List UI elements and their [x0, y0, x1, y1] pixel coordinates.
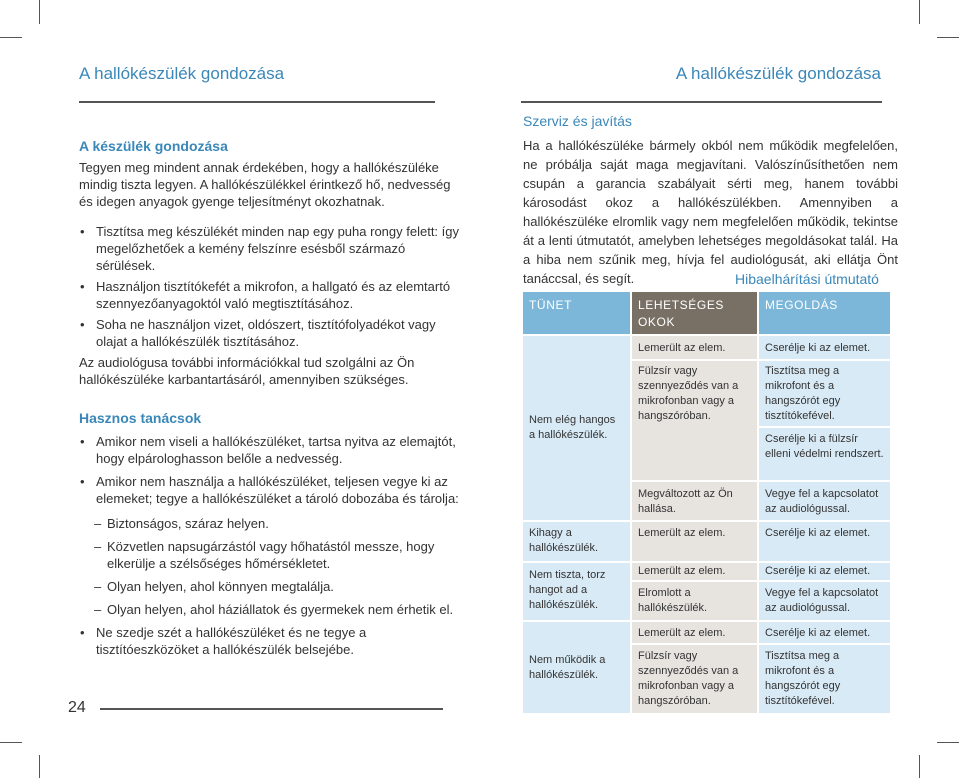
symptom-cell: Nem tiszta, torz hangot ad a hallókészülék. — [529, 569, 606, 611]
list-item-text: Használjon tisztítókefét a mikrofon, a hallgató és az elemtartó szennyezőanyagoktól való megtisztításához. — [96, 279, 451, 311]
bullet-icon: • — [80, 279, 85, 294]
table-header-symptom: TÜNET — [523, 292, 630, 334]
symptom-cell: Kihagy a hallókészülék. — [529, 527, 599, 554]
care-outro: Az audiológusa további információkkal tud szolgálni az Ön hallókészüléke karbantartásáról, amennyiben szükséges. — [79, 355, 415, 387]
list-item-text: Amikor nem használja a hallókészüléket, teljesen vegye ki az elemeket; tegye a hallókészüléket a tároló dobozába és tárolja: — [96, 474, 459, 506]
symptom-cell: Nem elég hangos a hallókészülék. — [529, 414, 616, 441]
row-divider — [759, 480, 890, 482]
solution-cell: Cserélje ki az elemet. — [765, 342, 871, 354]
service-paragraph: Ha a hallókészüléke bármely okból nem működik megfelelően, ne próbálja saját maga megjavítani. Valószínűsíthetően nem csupán a garancia szabályait sérti meg, hanem további károsodást okoz a hallókészülékben. Amennyiben a hallókészüléke elromlik vagy nem megfelelően működik, tekintse át a lenti útmutatót, amelyben lehetséges megoldásokat talál. Ha a hiba nem szűnik meg, hívja fel audiológusát, aki ellátja Önt tanáccsal, és segít. — [523, 138, 898, 286]
list-item-text: Soha ne használjon vizet, oldószert, tisztítófolyadékot vagy olajat a hallókészülék tisztításához. — [96, 317, 436, 349]
row-divider — [759, 561, 890, 563]
sublist-item-text: Közvetlen napsugárzástól vagy hőhatástól messze, hogy elkerülje a szélsőséges hőmérsékletet. — [107, 539, 435, 571]
row-divider — [523, 620, 630, 622]
list-item — [79, 624, 459, 658]
row-divider — [759, 426, 890, 428]
row-divider — [632, 359, 757, 361]
row-divider — [759, 580, 890, 582]
bullet-icon: • — [80, 317, 85, 332]
row-divider — [523, 520, 630, 522]
bullet-icon: • — [80, 474, 85, 489]
symptom-cell: Nem működik a hallókészülék. — [529, 654, 606, 681]
sublist-item-text: Biztonságos, száraz helyen. — [107, 516, 269, 531]
care-bullet-list — [79, 223, 459, 350]
sublist-item — [79, 578, 459, 595]
list-item — [79, 278, 459, 312]
solution-cell: Cserélje ki az elemet. — [765, 565, 871, 577]
tips-bullet-list — [79, 433, 459, 658]
header-rule — [521, 101, 882, 103]
left-page-title: A hallókészülék gondozása — [79, 64, 285, 83]
dash-icon: – — [94, 516, 102, 531]
tips-heading: Hasznos tanácsok — [79, 410, 202, 426]
row-divider — [632, 520, 757, 522]
row-divider — [523, 561, 630, 563]
list-item-text: Amikor nem viseli a hallókészüléket, tartsa nyitva az elemajtót, hogy elpárologhasson belőle a nedvesség. — [96, 434, 456, 466]
row-divider — [759, 520, 890, 522]
care-intro: Tegyen meg mindent annak érdekében, hogy a hallókészüléke mindig tiszta legyen. A hallókészülékkel érintkező hő, nedvesség és idegen anyagok gyenge teljesítményt okozhatnak. — [79, 160, 451, 209]
dash-icon: – — [94, 579, 102, 594]
service-heading: Szerviz és javítás — [523, 113, 632, 129]
solution-cell: Tisztítsa meg a mikrofont és a hangszórót egy tisztítókefével. — [765, 365, 841, 422]
table-header-cause: LEHETSÉGES OKOK — [632, 292, 757, 334]
dash-icon: – — [94, 539, 102, 554]
solution-cell: Tisztítsa meg a mikrofont és a hangszórót egy tisztítókefével. — [765, 650, 841, 707]
cause-cell: Elromlott a hallókészülék. — [638, 587, 708, 614]
row-divider — [759, 620, 890, 622]
cause-cell: Fülzsír vagy szennyeződés van a mikrofonban vagy a hangszóróban. — [638, 650, 739, 707]
crop-mark — [39, 0, 40, 24]
solution-cell: Cserélje ki az elemet. — [765, 527, 871, 539]
crop-mark — [919, 0, 920, 24]
page-number: 24 — [68, 699, 86, 716]
row-divider — [632, 620, 757, 622]
crop-mark — [937, 37, 959, 38]
sublist-item — [79, 538, 459, 572]
header-rule — [79, 101, 435, 103]
left-page-content — [79, 138, 459, 664]
list-item-text: Tisztítsa meg készülékét minden nap egy puha rongy felett: így megelőzhetőek a kemény felszínre esésből származó sérülések. — [96, 224, 459, 273]
list-item — [79, 316, 459, 350]
solution-cell: Cserélje ki az elemet. — [765, 627, 871, 639]
list-item — [79, 433, 459, 467]
footer-rule — [100, 708, 443, 710]
sublist-item-text: Olyan helyen, ahol könnyen megtalálja. — [107, 579, 334, 594]
crop-mark — [39, 755, 40, 778]
crop-mark — [0, 742, 22, 743]
sublist-item-text: Olyan helyen, ahol háziállatok és gyermekek nem érhetik el. — [107, 602, 454, 617]
row-divider — [759, 359, 890, 361]
list-item — [79, 473, 459, 618]
sublist-item — [79, 515, 459, 532]
right-page-title: A hallókészülék gondozása — [675, 64, 881, 83]
row-divider — [632, 643, 757, 645]
row-divider — [759, 643, 890, 645]
solution-cell: Cserélje ki a fülzsír elleni védelmi rendszert. — [765, 433, 884, 460]
solution-cell: Vegye fel a kapcsolatot az audiológussal. — [765, 488, 879, 515]
cause-cell: Lemerült az elem. — [638, 342, 726, 354]
bullet-icon: • — [80, 434, 85, 449]
row-divider — [632, 480, 757, 482]
solution-cell: Vegye fel a kapcsolatot az audiológussal. — [765, 587, 879, 614]
list-item — [79, 223, 459, 274]
storage-sublist — [79, 515, 459, 618]
cause-cell: Fülzsír vagy szennyeződés van a mikrofonban vagy a hangszóróban. — [638, 365, 739, 422]
list-item-text: Ne szedje szét a hallókészüléket és ne tegye a tisztítóeszközöket a hallókészülék belsejébe. — [96, 625, 367, 657]
bullet-icon: • — [80, 625, 85, 640]
crop-mark — [0, 37, 22, 38]
dash-icon: – — [94, 602, 102, 617]
bullet-icon: • — [80, 224, 85, 239]
troubleshooting-heading: Hibaelhárítási útmutató — [735, 271, 879, 287]
crop-mark — [937, 742, 959, 743]
row-divider — [632, 580, 757, 582]
sublist-item — [79, 601, 459, 618]
crop-mark — [919, 755, 920, 778]
care-heading: A készülék gondozása — [79, 138, 228, 154]
cause-cell: Lemerült az elem. — [638, 565, 726, 577]
row-divider — [632, 561, 757, 563]
table-header-solution: MEGOLDÁS — [759, 292, 890, 334]
cause-cell: Lemerült az elem. — [638, 627, 726, 639]
cause-cell: Megváltozott az Ön hallása. — [638, 488, 733, 515]
cause-cell: Lemerült az elem. — [638, 527, 726, 539]
